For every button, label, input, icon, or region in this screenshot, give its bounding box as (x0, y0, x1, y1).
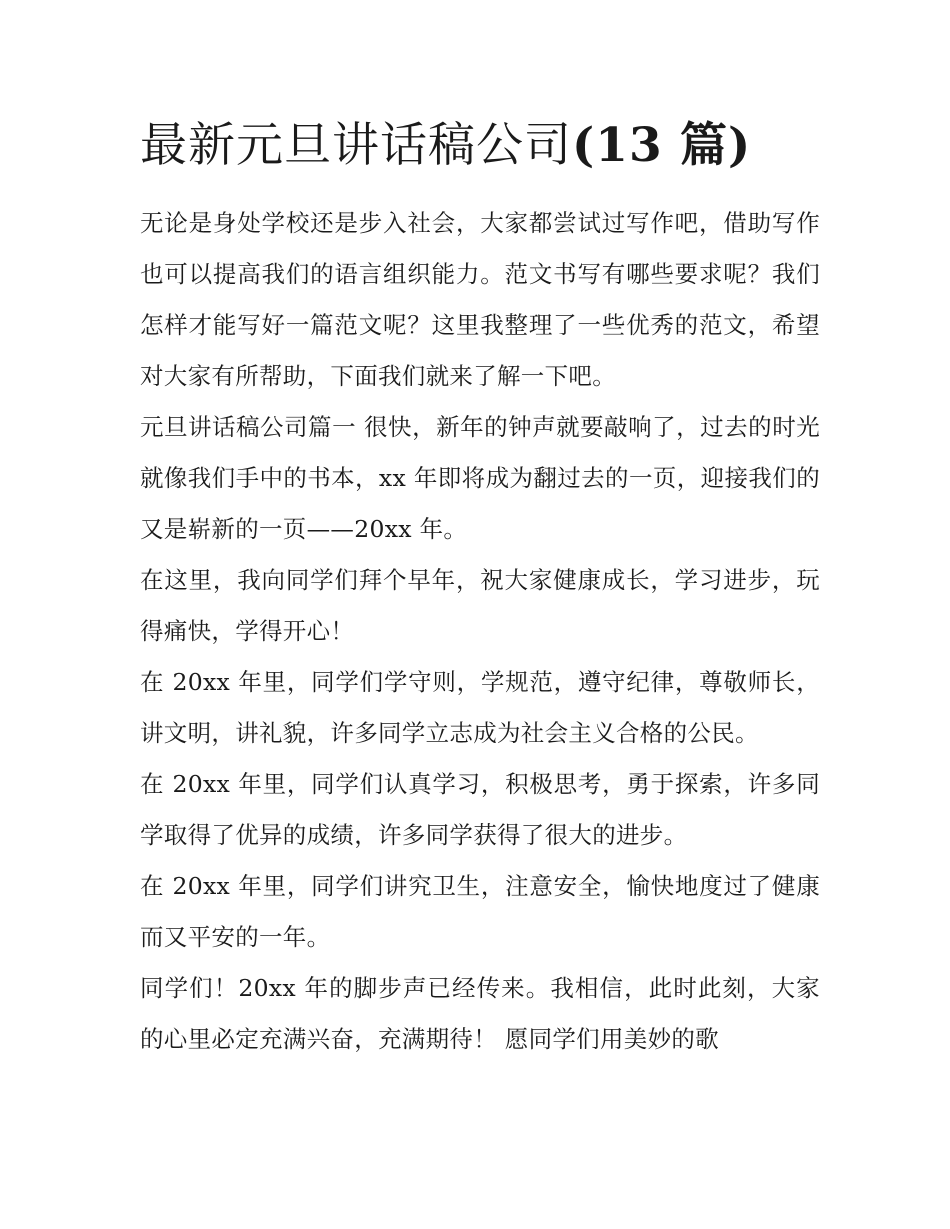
document-page (140, 112, 820, 1065)
document-title-main: 最新元旦讲话稿公司 (140, 118, 572, 173)
paragraph-new-year-wishes: 在这里，我向同学们拜个早年，祝大家健康成长，学习进步，玩得痛快，学得开心！ (140, 566, 820, 645)
paragraph-safety: 在 20xx 年里，同学们讲究卫生，注意安全，愉快地度过了健康而又平安的一年。 (140, 872, 820, 951)
document-title-count: (13 篇) (572, 118, 752, 173)
paragraph-intro: 无论是身处学校还是步入社会，大家都尝试过写作吧，借助写作也可以提高我们的语言组织能力。范文书写有哪些要求呢？我们怎样才能写好一篇范文呢？这里我整理了一些优秀的范文，希望对大家有所帮助，下面我们就来了解一下吧。 (140, 209, 820, 390)
document-title (140, 112, 820, 180)
paragraph-speech-opening: 元旦讲话稿公司篇一 很快，新年的钟声就要敲响了，过去的时光就像我们手中的书本，xx 年即将成为翻过去的一页，迎接我们的又是崭新的一页——20xx 年。 (140, 413, 820, 543)
paragraph-study: 在 20xx 年里，同学们认真学习，积极思考，勇于探索，许多同学取得了优异的成绩，许多同学获得了很大的进步。 (140, 770, 820, 849)
paragraph-closing: 同学们！20xx 年的脚步声已经传来。我相信，此时此刻，大家的心里必定充满兴奋，充满期待！ 愿同学们用美妙的歌 (140, 974, 820, 1053)
paragraph-discipline: 在 20xx 年里，同学们学守则，学规范，遵守纪律，尊敬师长，讲文明，讲礼貌，许多同学立志成为社会主义合格的公民。 (140, 668, 820, 747)
